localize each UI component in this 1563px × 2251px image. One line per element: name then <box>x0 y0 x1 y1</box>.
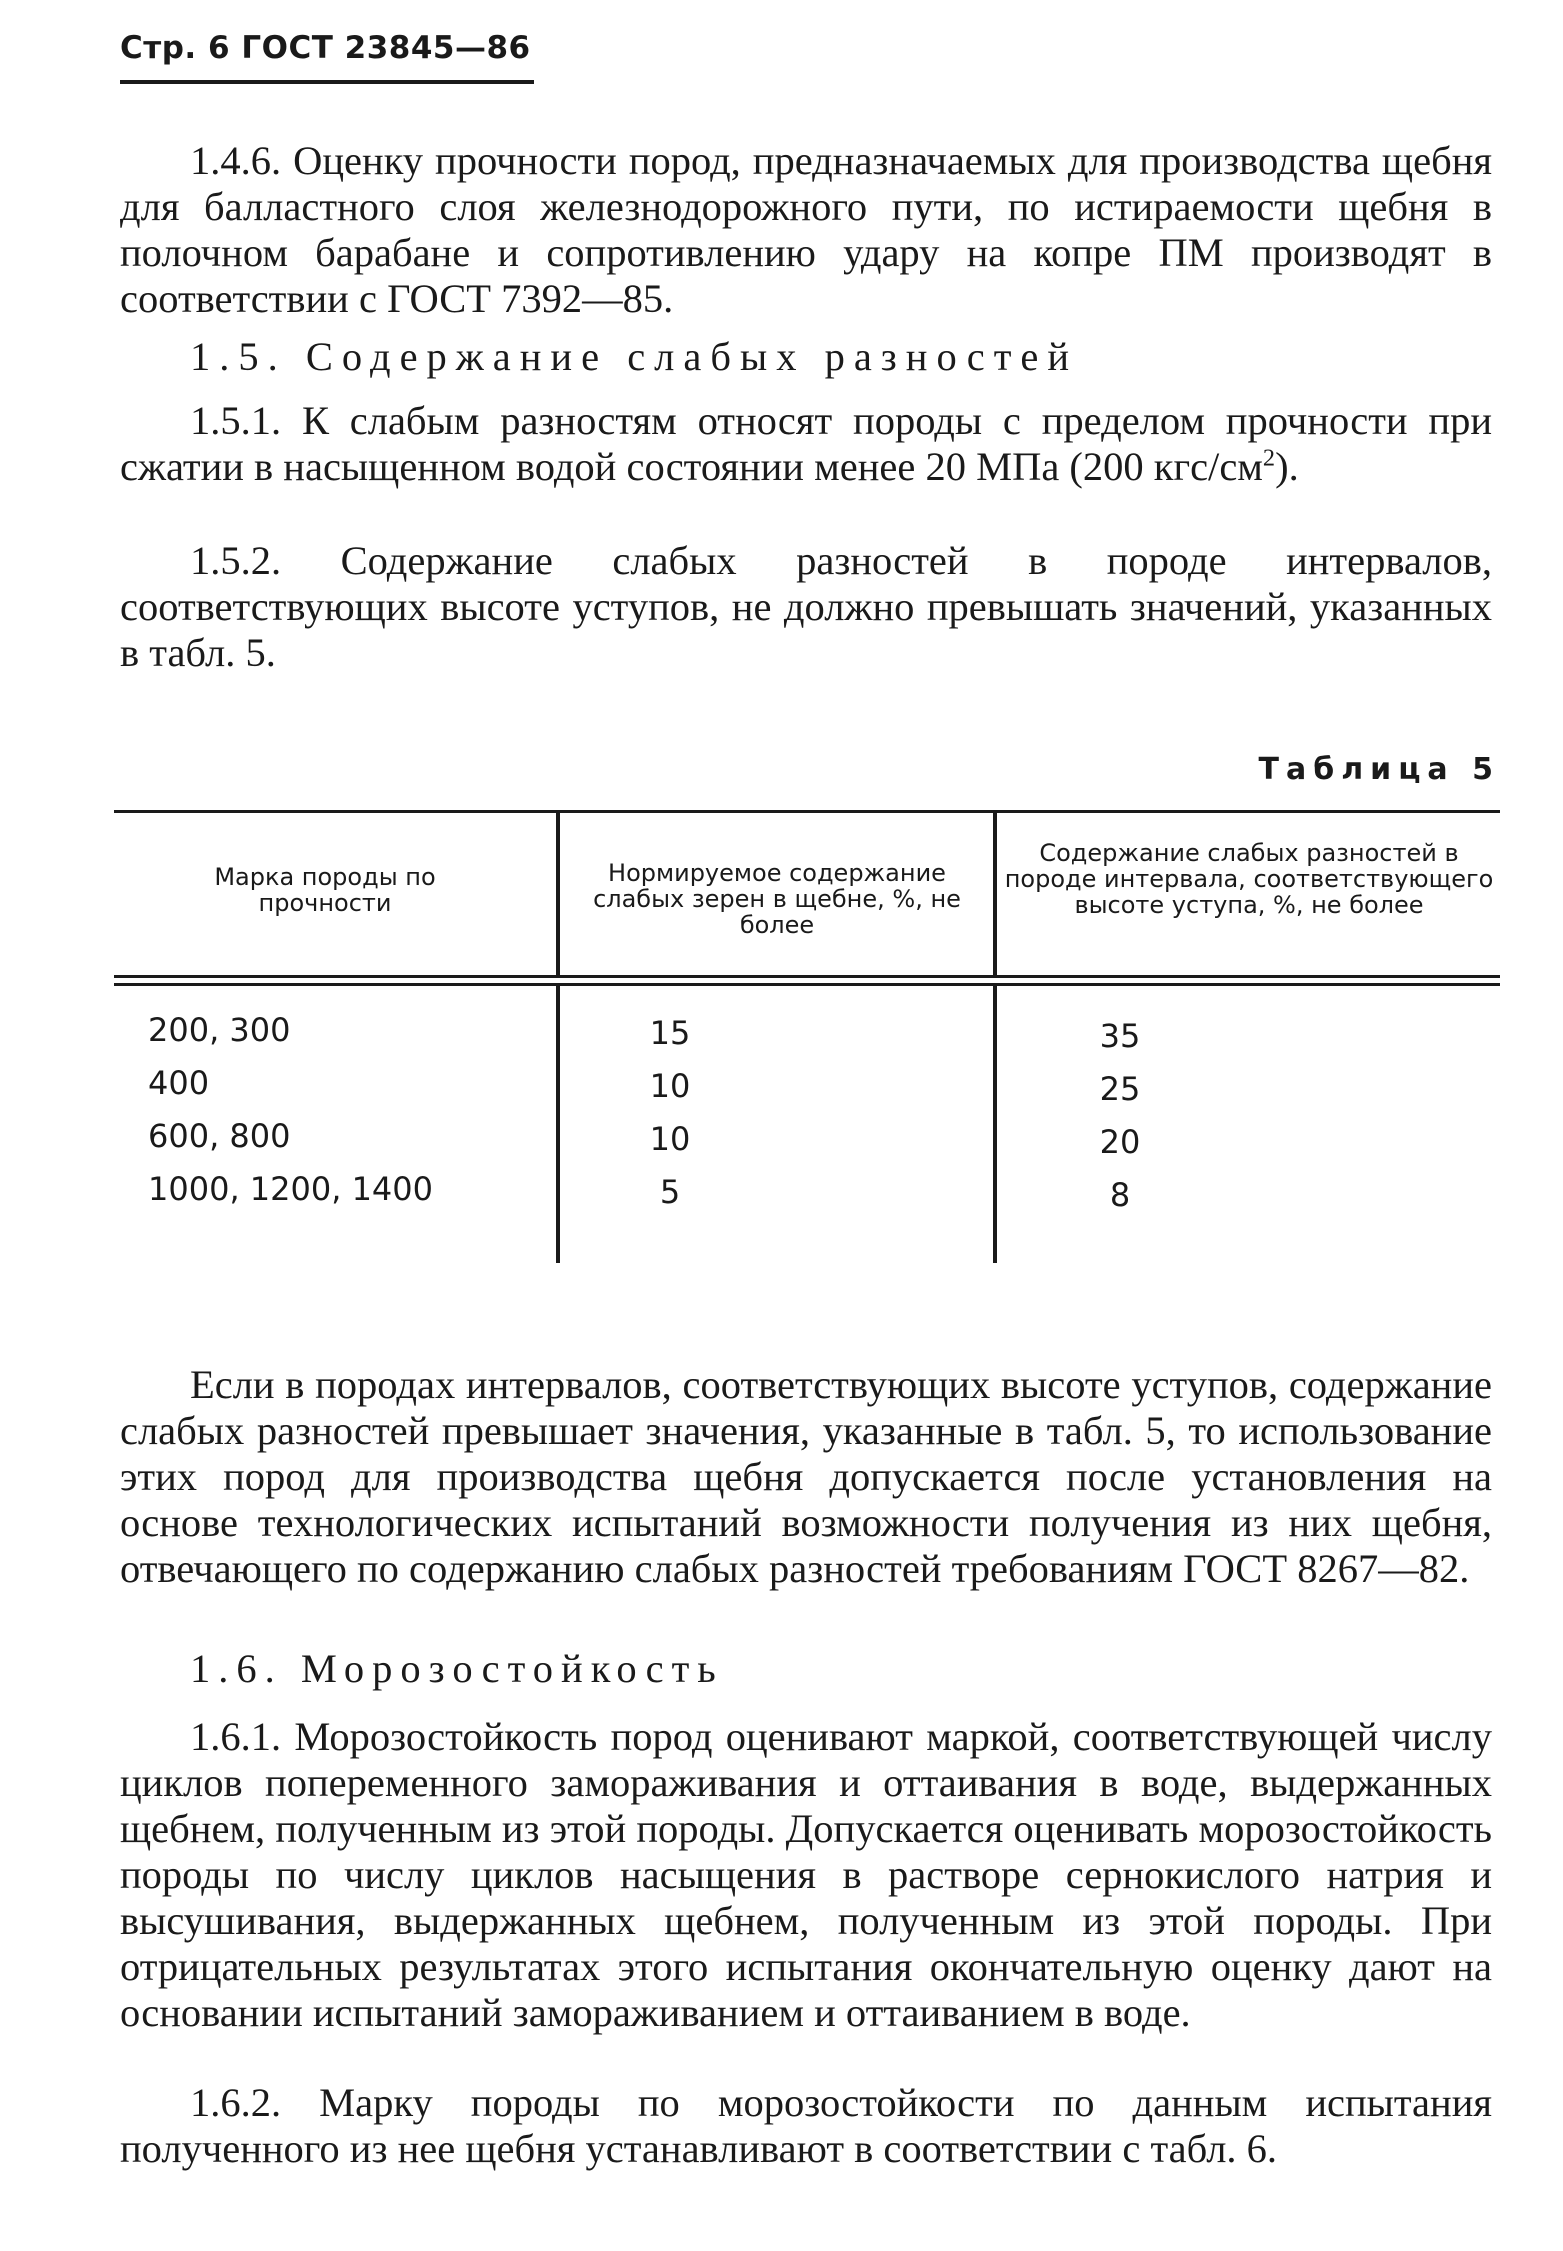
paragraph-1-6-2: 1.6.2. Марку породы по морозостойкости по данным испытания полученного из нее щебня устанавливают в соответствии с табл. 6. <box>120 2080 1492 2171</box>
table-cell-grains: 5 <box>659 1173 681 1211</box>
paragraph-1-6-1: 1.6.1. Морозостойкость пород оценивают маркой, соответствующей числу циклов попеременного замораживания и оттаивания в воде, выдержанных щебнем, полученным из этой породы. Допускается оценивать морозостойкость породы по числу циклов насыщения в растворе сернокислого натрия и высушивания, выдержанных щебнем, полученным из этой породы. При отрицательных результатах этого испытания окончательную оценку дают на основании испытаний замораживанием и оттаиванием в воде. <box>120 1714 1492 2035</box>
section-heading-1-6: 1.6. Морозостойкость <box>190 1646 724 1691</box>
table-cell-grade: 600, 800 <box>148 1117 291 1155</box>
paragraph-1-5-1 <box>120 398 1492 490</box>
table-header-rule-1 <box>114 975 1500 978</box>
table-cell-grade: 400 <box>148 1064 210 1102</box>
paragraph-1-5-1-end: ). <box>1275 444 1299 489</box>
paragraph-1-5-2: 1.5.2. Содержание слабых разностей в породе интервалов, соответствующих высоте уступов, не должно превышать значений, указанных в табл. 5. <box>120 538 1492 675</box>
table-cell-content: 25 <box>1099 1070 1141 1108</box>
table-divider-2-header <box>993 812 997 975</box>
paragraph-1-5-1-text: 1.5.1. К слабым разностям относят породы с пределом прочности при сжатии в насыщенном водой состоянии менее 20 МПа (200 кгс/см <box>120 398 1492 489</box>
table-cell-grains: 10 <box>649 1120 691 1158</box>
table-cell-grains: 10 <box>649 1067 691 1105</box>
superscript: 2 <box>1262 444 1276 472</box>
section-heading-1-5: 1.5. Содержание слабых разностей <box>190 334 1079 379</box>
table-divider-2-body <box>993 985 997 1263</box>
table-cell-grade: 200, 300 <box>148 1011 291 1049</box>
table-cell-grains: 15 <box>649 1014 691 1052</box>
table-cell-content: 8 <box>1109 1176 1131 1214</box>
header-rule <box>120 80 534 84</box>
table-header-grade: Марка породы по прочности <box>214 863 436 917</box>
table-cell-content: 35 <box>1099 1017 1141 1055</box>
table-top-rule <box>114 810 1500 813</box>
paragraph-1-4-6: 1.4.6. Оценку прочности пород, предназначаемых для производства щебня для балластного слоя железнодорожного пути, по истираемости щебня в полочном барабане и сопротивлению удару на копре ПМ производят в соответствии с ГОСТ 7392—85. <box>120 138 1492 321</box>
page-header: Стр. 6 ГОСТ 23845—86 <box>120 30 531 66</box>
table-header-grains: Нормируемое содержание слабых зерен в щебне, %, не более <box>593 859 961 939</box>
table-cell-content: 20 <box>1099 1123 1141 1161</box>
table-header-rule-2 <box>114 983 1500 986</box>
paragraph-after-table: Если в породах интервалов, соответствующих высоте уступов, содержание слабых разностей превышает значения, указанные в табл. 5, то использование этих пород для производства щебня допускается после установления на основе технологических испытаний возможности получения из них щебня, отвечающего по содержанию слабых разностей требованиям ГОСТ 8267—82. <box>120 1362 1492 1591</box>
table-divider-1-header <box>556 812 560 975</box>
table-divider-1-body <box>556 985 560 1263</box>
table-cell-grade: 1000, 1200, 1400 <box>148 1170 433 1208</box>
table-header-content: Содержание слабых разностей в породе интервала, соответствующего высоте уступа, %, не более <box>1004 839 1494 919</box>
table-caption: Таблица 5 <box>1258 752 1500 787</box>
